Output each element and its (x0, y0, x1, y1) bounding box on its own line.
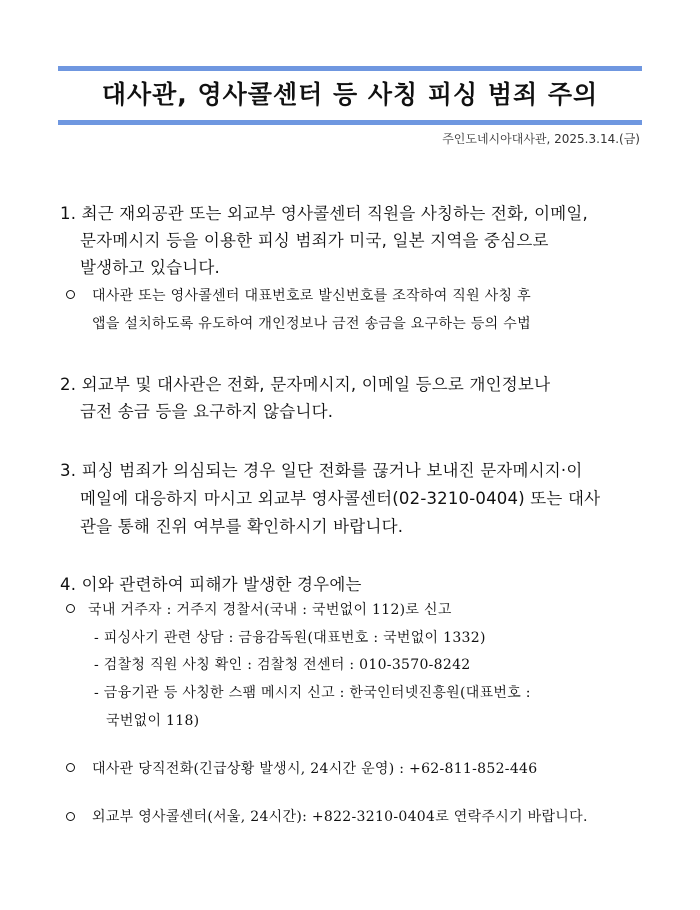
section4-dash3-line2: 국번없이 118) (106, 713, 200, 729)
issuer-date: 주인도네시아대사관, 2025.3.14.(금) (442, 132, 640, 146)
section3-line2: 메일에 대응하지 마시고 외교부 영사콜센터(02-3210-0404) 또는 대사 (80, 489, 601, 508)
section4-dash1: - 피싱사기 관련 상담 : 금융감독원(대표번호 : 국번없이 1332) (94, 630, 486, 646)
section2-line2: 금전 송금 등을 요구하지 않습니다. (80, 402, 334, 421)
section4-line1: 4. 이와 관련하여 피해가 발생한 경우에는 (60, 575, 362, 594)
section4-domestic: 국내 거주자 : 거주지 경찰서(국내 : 국번없이 112)로 신고 (88, 602, 452, 618)
section1-line2: 문자메시지 등을 이용한 피싱 범죄가 미국, 일본 지역을 중심으로 (80, 231, 549, 250)
section1-bullet-line2: 앱을 설치하도록 유도하여 개인정보나 금전 송금을 요구하는 등의 수법 (92, 316, 531, 332)
bullet-circle-icon (66, 763, 75, 772)
title-top-rule (58, 66, 642, 71)
section4-dash3-line1: - 금융기관 등 사칭한 스팸 메시지 신고 : 한국인터넷진흥원(대표번호 : (94, 685, 531, 701)
title-bottom-rule (58, 120, 642, 125)
bullet-circle-icon (66, 290, 75, 299)
page-title: 대사관, 영사콜센터 등 사칭 피싱 범죄 주의 (101, 80, 599, 109)
bullet-circle-icon (66, 604, 75, 613)
section1-bullet-line1: 대사관 또는 영사콜센터 대표번호로 발신번호를 조작하여 직원 사칭 후 (92, 288, 531, 304)
section4-dash2: - 검찰청 직원 사칭 확인 : 검찰청 전센터 : 010-3570-8242 (94, 657, 471, 673)
section1-line3: 발생하고 있습니다. (80, 258, 221, 277)
section4-embassy-phone: 대사관 당직전화(긴급상황 발생시, 24시간 운영) : +62-811-852-446 (92, 761, 538, 777)
bullet-circle-icon (66, 812, 75, 821)
section1-line1: 1. 최근 재외공관 또는 외교부 영사콜센터 직원을 사칭하는 전화, 이메일, (60, 204, 588, 223)
section3-line1: 3. 피싱 범죄가 의심되는 경우 일단 전화를 끊거나 보내진 문자메시지·이 (60, 461, 583, 480)
section2-line1: 2. 외교부 및 대사관은 전화, 문자메시지, 이메일 등으로 개인정보나 (60, 375, 551, 394)
section4-mofa-callcenter: 외교부 영사콜센터(서울, 24시간): +822-3210-0404로 연락주시기 바랍니다. (92, 809, 588, 825)
section3-line3: 관을 통해 진위 여부를 확인하시기 바랍니다. (80, 517, 404, 536)
